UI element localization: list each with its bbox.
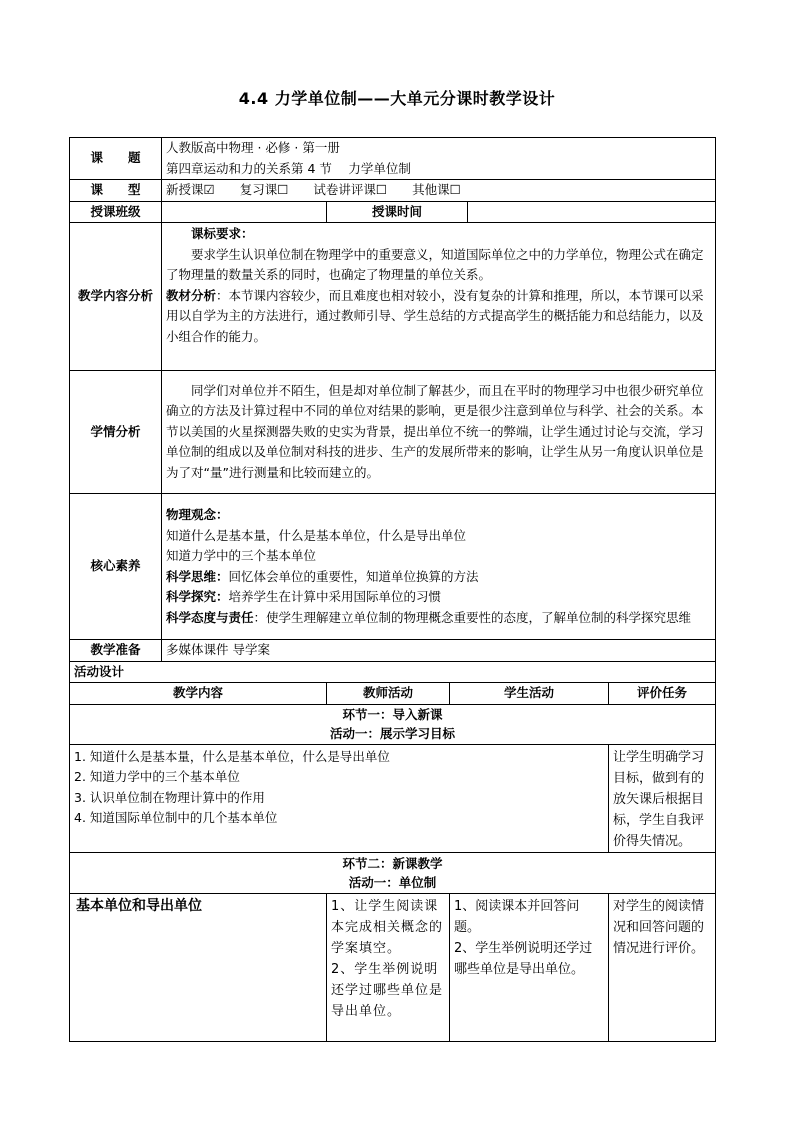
goal-item: 2. 知道力学中的三个基本单位: [74, 769, 240, 784]
teacher-step-2: 2、学生举例说明还学过哪些单位是导出单位。: [331, 961, 444, 1019]
section2-eval: 对学生的阅读情况和回答问题的情况进行评价。: [609, 893, 716, 1041]
course-label: 课 题: [70, 138, 162, 180]
column-header-row: [70, 683, 716, 705]
lesson-plan-table: [69, 137, 716, 1042]
header-teacher: 教师活动: [327, 683, 450, 705]
header-student: 学生活动: [450, 683, 609, 705]
material-heading: 教材分析: [166, 287, 217, 303]
activity-design-row: [70, 661, 716, 683]
prep-row: [70, 640, 716, 662]
section1-header-row: [70, 704, 716, 744]
type-row: [70, 180, 716, 202]
document-title: 4.4 力学单位制——大单元分课时教学设计: [238, 89, 556, 108]
student-step-2: 2、学生举例说明还学过哪些单位是导出单位。: [454, 940, 593, 977]
student-analysis-row: [70, 371, 716, 494]
student-analysis-text: 同学们对单位并不陌生，但是却对单位制了解甚少，而且在平时的物理学习中也很少研究单位确立的方法及计算过程中不同的单位对结果的影响，更是很少注意到单位与科学、社会的关系。本节以美国的火星探测器失败的史实为背景，提出单位不统一的弊端，让学生通过讨论与交流，学习单位制的组成以及单位制对科技的进步、生产的发展所带来的影响，让学生从另一角度认识单位是为了对“量”进行测量和比较而建立的。: [166, 382, 704, 480]
prep-text: 多媒体课件 导学案: [162, 640, 716, 662]
literacy-concept-line1: 知道什么是基本量，什么是基本单位，什么是导出单位: [166, 527, 467, 543]
content-analysis-row: [70, 223, 716, 371]
standard-heading: 课标要求：: [191, 226, 254, 241]
class-label: 授课班级: [70, 201, 162, 223]
goal-item: 4. 知道国际单位制中的几个基本单位: [74, 810, 278, 825]
student-step-1: 1、阅读课本并回答问题。: [454, 898, 580, 935]
class-row: [70, 201, 716, 223]
prep-label: 教学准备: [70, 640, 162, 662]
course-chapter: 第四章运动和力的关系第 4 节 力学单位制: [166, 160, 411, 176]
section1-activity: 活动一：展示学习目标: [330, 726, 456, 741]
class-value: [162, 201, 327, 223]
time-value: [468, 201, 716, 223]
literacy-thinking-text: 回忆体会单位的重要性，知道单位换算的方法: [228, 568, 479, 584]
lesson-type-options: 新授课☑ 复习课☐ 试卷讲评课☐ 其他课☐: [162, 180, 716, 202]
section2-title: 环节二：新课教学: [342, 855, 443, 871]
activity-design-label: 活动设计: [70, 661, 716, 683]
section2-activity: 活动一：单位制: [348, 874, 437, 890]
course-textbook: 人教版高中物理 · 必修 · 第一册: [166, 140, 340, 155]
section2-header-row: [70, 852, 716, 893]
teacher-step-1: 1、让学生阅读课本完成相关概念的学案填空。: [331, 898, 444, 956]
time-label: 授课时间: [327, 201, 468, 223]
literacy-label: 核心素养: [70, 494, 162, 640]
literacy-inquiry-heading: 科学探究：: [166, 589, 229, 604]
goal-item: 1. 知道什么是基本量，什么是基本单位，什么是导出单位: [74, 748, 390, 764]
section1-goals: [70, 744, 609, 852]
type-label: 课 型: [70, 180, 162, 202]
header-content: 教学内容: [70, 683, 327, 705]
section1-eval: 让学生明确学习目标，做到有的放矢课后根据目标，学生自我评价得失情况。: [609, 744, 716, 852]
section1-body-row: [70, 744, 716, 852]
literacy-thinking-heading: 科学思维：: [166, 568, 229, 584]
section2-content: 基本单位和导出单位: [70, 893, 327, 1041]
section2-student: [450, 893, 609, 1041]
section2-teacher: [327, 893, 450, 1041]
course-row: [70, 138, 716, 180]
student-analysis-label: 学情分析: [70, 371, 162, 494]
standard-text: 要求学生认识单位制在物理学中的重要意义，知道国际单位之中的力学单位，物理公式在确定了物理量的数量关系的同时，也确定了物理量的单位关系。: [166, 246, 704, 282]
material-text: ：本节课内容较少，而且难度也相对较小，没有复杂的计算和推理，所以，本节课可以采用以自学为主的方法进行，通过教师引导、学生总结的方式提高学生的概括能力和总结能力，以及小组合作的能力。: [166, 287, 704, 344]
goal-item: 3. 认识单位制在物理计算中的作用: [74, 789, 265, 805]
literacy-attitude-text: ：使学生理解建立单位制的物理概念重要性的态度，了解单位制的科学探究思维: [253, 609, 692, 625]
literacy-inquiry-text: 培养学生在计算中采用国际单位的习惯: [228, 589, 442, 604]
section2-body-row: [70, 893, 716, 1041]
literacy-concept-line2: 知道力学中的三个基本单位: [166, 548, 317, 563]
content-analysis-label: 教学内容分析: [70, 223, 162, 371]
section1-title: 环节一：导入新课: [342, 707, 443, 722]
literacy-row: [70, 494, 716, 640]
literacy-attitude-heading: 科学态度与责任: [166, 609, 254, 625]
literacy-concept-heading: 物理观念：: [166, 507, 229, 522]
header-eval: 评价任务: [609, 683, 716, 705]
